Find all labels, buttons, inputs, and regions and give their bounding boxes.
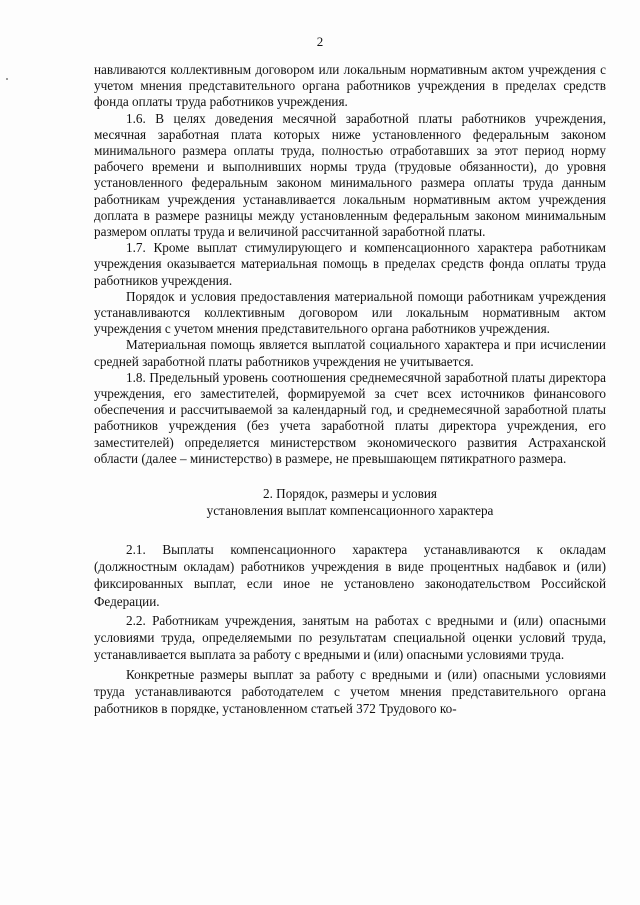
paragraph-material-aid-procedure: Порядок и условия предоставления материальной помощи работникам учреждения устанавливаются коллективным договором или локальным нормативным актом учреждения с учетом мнения представительного органа работников учреждения. (94, 288, 606, 337)
paragraph-2-1: 2.1. Выплаты компенсационного характера устанавливаются к окладам (должностным окладам) работников учреждения в виде процентных надбавок и (или) фиксированных выплат, если иное не установлено законодательством Российской Федерации. (94, 542, 606, 609)
section-2-heading-line-2: установления выплат компенсационного характера (206, 503, 494, 519)
section-2-heading-line-1: 2. Порядок, размеры и условия (262, 486, 437, 502)
paragraph-material-aid-nature: Материальная помощь является выплатой социального характера и при исчислении средней заработной платы работников учреждения не учитывается. (94, 337, 606, 369)
paragraph-1-7: 1.7. Кроме выплат стимулирующего и компенсационного характера работникам учреждения оказывается материальная помощь в пределах средств фонда оплаты труда работников учреждения. (94, 240, 606, 288)
paragraph-continuation: навливаются коллективным договором или локальным нормативным актом учреждения с учетом мнения представительного органа работников учреждения в пределах средств фонда оплаты труда работников учреждения. (94, 62, 606, 110)
document-body (94, 62, 606, 717)
paragraph-1-6: 1.6. В целях доведения месячной заработной платы работников учреждения, месячная заработная плата которых ниже установленного федеральным законом минимального размера оплаты труда, полностью отработавших за этот период норму рабочего времени и выполнивших нормы труда (трудовые обязанности), до уровня установленного федеральным законом минимального размера оплаты труда данным работникам учреждения устанавливается локальным нормативным актом учреждения доплата в размере разницы между установленным федеральным законом минимальным размером оплаты труда и величиной рассчитанной заработной платы. (94, 110, 606, 240)
paragraph-2-2: 2.2. Работникам учреждения, занятым на работах с вредными и (или) опасными условиями труда, определяемыми по результатам специальной оценки условий труда, устанавливается выплата за работу с вредными и (или) опасными условиями труда. (94, 612, 606, 663)
scan-speck (6, 78, 8, 80)
page-number: 2 (316, 34, 324, 49)
section-2-heading (94, 485, 606, 519)
paragraph-specific-amounts: Конкретные размеры выплат за работу с вредными и (или) опасными условиями труда устанавливаются работодателем с учетом мнения представительного органа работников в порядке, установленном статьей 372 Трудового ко- (94, 666, 606, 716)
paragraph-1-8: 1.8. Предельный уровень соотношения среднемесячной заработной платы директора учреждения, его заместителей, формируемой за счет всех источников финансового обеспечения и рассчитываемой за календарный год, и среднемесячной заработной платы работников учреждения (без учета заработной платы директора учреждения, его заместителей) определяется министерством экономического развития Астраханской области (далее – министерство) в размере, не превышающем пятикратного размера. (94, 369, 606, 466)
